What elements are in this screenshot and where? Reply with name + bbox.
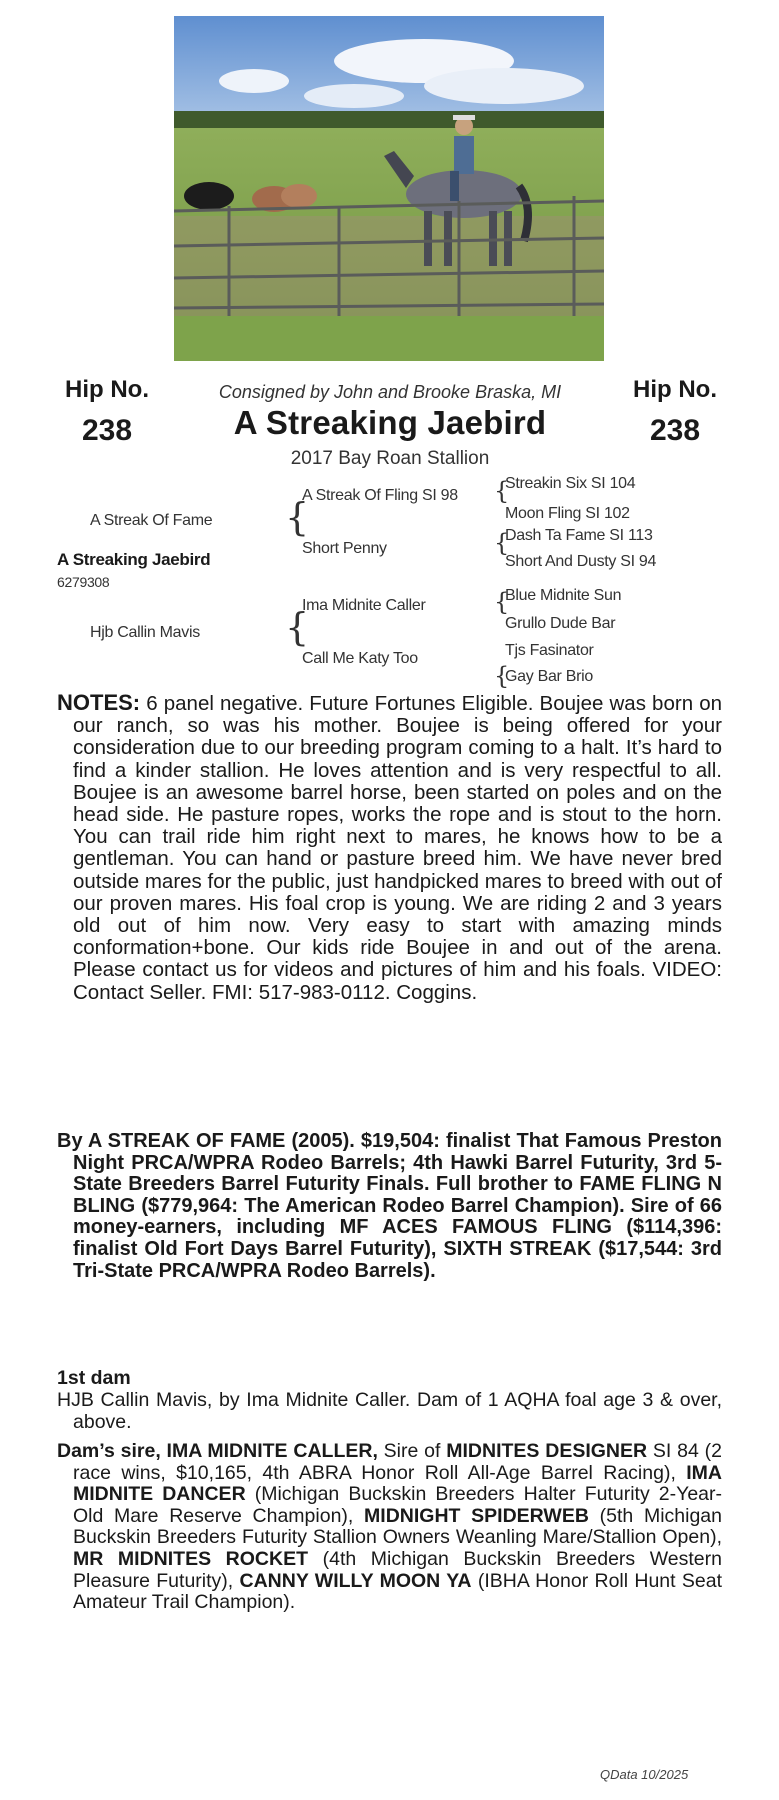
- ped-sds: Dash Ta Fame SI 113: [505, 527, 653, 544]
- notes-label: NOTES:: [57, 690, 141, 715]
- ped-dss: Blue Midnite Sun: [505, 587, 622, 604]
- brace-icon: {: [494, 662, 510, 690]
- horse-name: A Streaking Jaebird: [233, 404, 547, 441]
- ped-dsd: Grullo Dude Bar: [505, 615, 616, 632]
- dams-sire-text: (IBHA Honor Roll Hunt Seat Amateur Trail Champion).: [73, 1569, 722, 1614]
- hip-number-right: [620, 376, 730, 448]
- dams-sire-text: (Michigan Buckskin Breeders Halter Futurity 2-Year-Old Mare Reserve Champion),: [73, 1483, 723, 1527]
- horse-photo: [174, 16, 604, 361]
- dams-sire-text: (4th Michigan Buckskin Breeders Western Pleasure Futurity),: [73, 1547, 722, 1592]
- brace-icon: {: [494, 529, 510, 557]
- hip-number-left: [52, 376, 162, 448]
- hip-label: Hip No.: [65, 376, 149, 403]
- offspring-name: MIDNIGHT SPIDERWEB: [364, 1504, 589, 1527]
- ped-ddd: Gay Bar Brio: [505, 668, 593, 685]
- offspring-name: IMA MIDNITE DANCER: [73, 1461, 722, 1506]
- ped-dam-dam: Call Me Katy Too: [302, 650, 418, 667]
- sire-record-section: [57, 1131, 722, 1282]
- dams-sire-section: [57, 1441, 722, 1614]
- dams-sire-text: SI 84 (2 race wins, $10,165, 4th ABRA Honor Roll All-Age Barrel Racing),: [73, 1440, 722, 1484]
- ped-sire: A Streak Of Fame: [90, 512, 213, 529]
- offspring-name: MR MIDNITES ROCKET: [73, 1547, 309, 1570]
- hip-number: 238: [81, 414, 133, 447]
- ped-registration: 6279308: [57, 574, 110, 590]
- notes-section: [57, 692, 722, 1004]
- offspring-name: CANNY WILLY MOON YA: [239, 1569, 472, 1592]
- horse-photo-illustration: [174, 16, 604, 361]
- ped-dam-sire: Ima Midnite Caller: [302, 597, 426, 614]
- brace-icon: {: [285, 605, 310, 649]
- ped-dds: Tjs Fasinator: [505, 642, 594, 659]
- ped-ssd: Moon Fling SI 102: [505, 505, 630, 522]
- first-dam-text: HJB Callin Mavis, by Ima Midnite Caller. Dam of 1 AQHA foal age 3 & over, above.: [57, 1389, 722, 1433]
- first-dam-section: [57, 1390, 722, 1433]
- brace-icon: {: [494, 588, 510, 616]
- offspring-name: MIDNITES DESIGNER: [446, 1440, 648, 1462]
- ped-sire-sire: A Streak Of Fling SI 98: [302, 487, 458, 504]
- horse-description: 2017 Bay Roan Stallion: [290, 448, 490, 469]
- ped-sss: Streakin Six SI 104: [505, 475, 636, 492]
- brace-icon: {: [285, 495, 310, 539]
- dams-sire-text: (5th Michigan Buckskin Breeders Futurity Stallion Owners Weanling Mare/Stallion Open),: [73, 1504, 722, 1549]
- consignor: Consigned by John and Brooke Braska, MI: [218, 382, 562, 402]
- ped-dam: Hjb Callin Mavis: [90, 624, 200, 641]
- brace-icon: {: [494, 477, 510, 505]
- ped-subject: A Streaking Jaebird: [57, 550, 211, 569]
- notes-text: 6 panel negative. Future Fortunes Eligible. Boujee was born on our ranch, so was his mother. Boujee is being offered for your consideration due to our breeding program coming to a halt. It’s hard to find a kinder stallion. He loves attention and is very respectful to all. Boujee is an awesome barrel horse, been started on poles and on the head side. He pasture ropes, works the rope and is stout to the horn. You can trail ride him right next to mares, he knows how to be a gentleman. You can hand or pasture breed him. We have never bred outside mares for the public, just handpicked mares to breed with out of our proven mares. His foal crop is young. We are riding 2 and 3 years old out of him now. Very easy to start with amazing minds conformation+bone. Our kids ride Boujee in and out of the arena. Please contact us for videos and pictures of him and his foals. VIDEO: Contact Seller. FMI: 517-983-0112. Coggins.: [73, 692, 722, 1004]
- footer-credit: QData 10/2025: [600, 1767, 689, 1782]
- ped-sdd: Short And Dusty SI 94: [505, 553, 657, 570]
- hip-number: 238: [649, 414, 701, 447]
- dams-sire-label: Dam’s sire, IMA MIDNITE CALLER,: [57, 1440, 378, 1462]
- sire-record-text: By A STREAK OF FAME (2005). $19,504: finalist That Famous Preston Night PRCA/WPRA Rodeo Barrels; 4th Hawki Barrel Futurity, 3rd 5-State Breeders Barrel Futurity Finals. Full brother to FAME FLING N BLING ($779,964: The American Rodeo Barrel Champion). Sire of 66 money-earners, including MF ACES FAMOUS FLING ($114,396: finalist Old Fort Days Barrel Futurity), SIXTH STREAK ($17,544: 3rd Tri-State PRCA/WPRA Rodeo Barrels).: [57, 1130, 722, 1282]
- dams-sire-text: Sire of: [377, 1440, 447, 1462]
- ped-sire-dam: Short Penny: [302, 540, 387, 557]
- first-dam-heading: 1st dam: [57, 1367, 131, 1389]
- hip-label: Hip No.: [633, 376, 717, 403]
